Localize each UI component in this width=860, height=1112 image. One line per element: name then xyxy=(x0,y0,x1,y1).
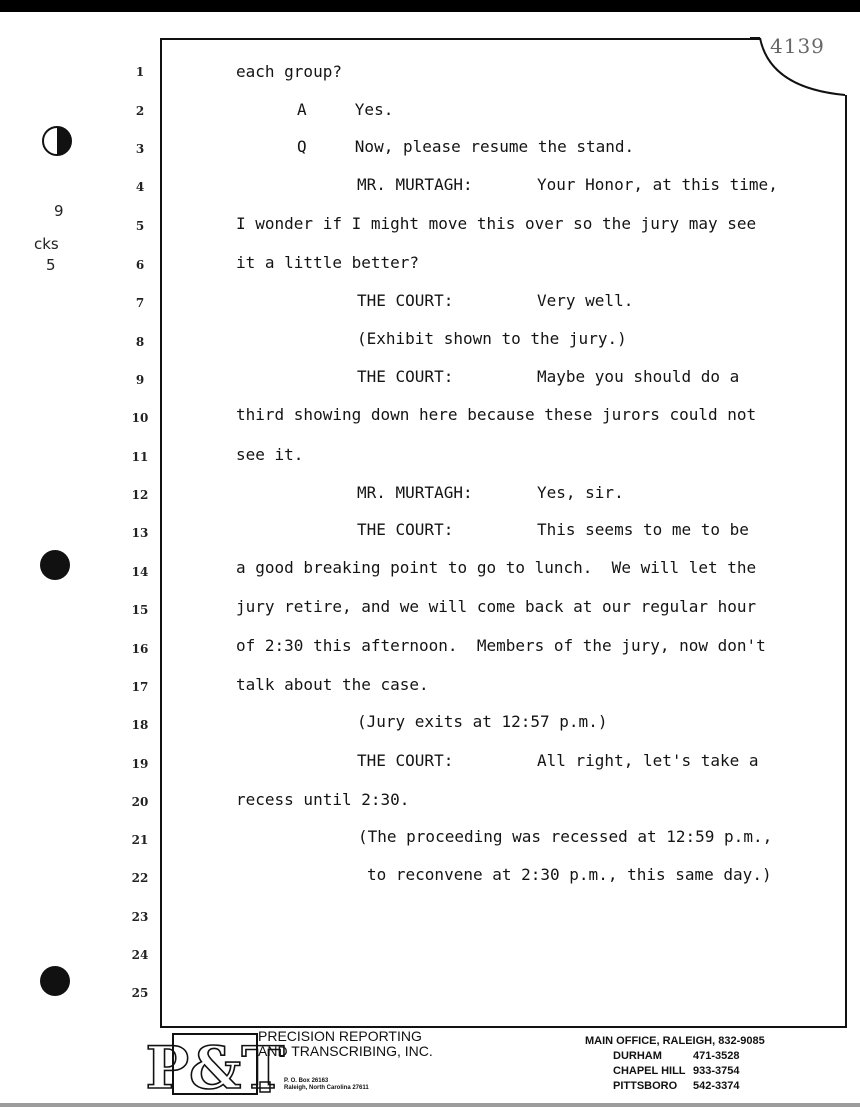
top-scan-border xyxy=(0,0,860,12)
transcript-line: (Exhibit shown to the jury.) xyxy=(357,329,627,348)
office-phone: 471-3528 xyxy=(693,1050,740,1062)
transcript-line: I wonder if I might move this over so the jury may see xyxy=(236,214,757,233)
line-number: 5 xyxy=(135,219,145,233)
line-number: 6 xyxy=(135,258,145,272)
transcript-line: (The proceeding was recessed at 12:59 p.m., xyxy=(358,827,773,846)
line-number: 24 xyxy=(131,948,149,962)
office-row xyxy=(585,1079,765,1094)
speaker-label: THE COURT: xyxy=(357,751,454,770)
transcript-line: see it. xyxy=(236,445,304,464)
line-number: 23 xyxy=(131,910,149,924)
bottom-scan-border xyxy=(0,1103,860,1107)
speaker-label: MR. MURTAGH: xyxy=(357,483,473,502)
line-number: 20 xyxy=(131,795,149,809)
transcript-line xyxy=(357,751,759,770)
page-number: 4139 xyxy=(770,34,825,58)
line-number: 10 xyxy=(131,411,149,425)
line-number: 3 xyxy=(135,142,145,156)
speech-text: Very well. xyxy=(537,291,634,310)
company-name-line: PRECISION REPORTING xyxy=(258,1028,422,1044)
office-list xyxy=(585,1034,765,1094)
side-note: cks xyxy=(34,235,59,253)
line-number: 15 xyxy=(131,603,149,617)
office-city: PITTSBORO xyxy=(613,1080,678,1092)
line-number: 2 xyxy=(135,104,145,118)
office-city: DURHAM xyxy=(613,1050,662,1062)
line-number: 13 xyxy=(131,526,149,540)
company-address xyxy=(284,1078,369,1092)
office-row xyxy=(585,1049,765,1064)
office-phone: 933-3754 xyxy=(693,1065,740,1077)
speech-text: Maybe you should do a xyxy=(537,367,740,386)
punch-hole xyxy=(40,966,70,996)
line-number: 8 xyxy=(135,335,145,349)
line-number: 7 xyxy=(135,296,145,310)
transcript-line: third showing down here because these jurors could not xyxy=(236,405,757,424)
speech-text: This seems to me to be xyxy=(537,520,749,539)
transcript-line: Q Now, please resume the stand. xyxy=(297,137,635,156)
line-number: 12 xyxy=(131,488,149,502)
speech-text: Your Honor, at this time, xyxy=(537,175,778,194)
speech-text: All right, let's take a xyxy=(537,751,759,770)
transcript-frame-top xyxy=(160,38,760,40)
transcript-line: a good breaking point to go to lunch. We will let the xyxy=(236,558,757,577)
transcript-frame-left xyxy=(160,38,162,1028)
office-row xyxy=(585,1064,765,1079)
main-office: MAIN OFFICE, RALEIGH, 832-9085 xyxy=(585,1035,765,1047)
line-number: 4 xyxy=(135,180,145,194)
company-name-line: AND TRANSCRIBING, INC. xyxy=(258,1043,433,1059)
transcript-line: talk about the case. xyxy=(236,675,429,694)
address-line: P. O. Box 26163 xyxy=(284,1078,329,1084)
transcript-line xyxy=(357,520,749,539)
transcript-line: it a little better? xyxy=(236,253,420,272)
speaker-label: MR. MURTAGH: xyxy=(357,175,473,194)
transcript-line xyxy=(357,367,739,386)
side-note: 5 xyxy=(46,256,56,274)
line-number: 19 xyxy=(131,757,149,771)
transcript-line xyxy=(357,291,633,310)
transcript-line: recess until 2:30. xyxy=(236,790,410,809)
transcript-line: each group? xyxy=(236,62,342,81)
punch-hole xyxy=(40,550,70,580)
side-note: 9 xyxy=(54,202,64,220)
line-number: 1 xyxy=(135,65,145,79)
line-number: 9 xyxy=(135,373,145,387)
line-number: 11 xyxy=(131,450,149,464)
address-line: Raleigh, North Carolina 27611 xyxy=(284,1085,369,1091)
transcript-frame-right xyxy=(845,95,847,1028)
logo-lettering: P&T xyxy=(145,1034,285,1102)
transcript-line: jury retire, and we will come back at our regular hour xyxy=(236,597,757,616)
line-number: 25 xyxy=(131,986,149,1000)
line-number: 22 xyxy=(131,871,149,885)
transcript-line xyxy=(357,483,624,502)
speaker-label: THE COURT: xyxy=(357,367,454,386)
line-number: 17 xyxy=(131,680,149,694)
office-phone: 542-3374 xyxy=(693,1080,740,1092)
speaker-label: THE COURT: xyxy=(357,520,454,539)
transcript-line: of 2:30 this afternoon. Members of the jury, now don't xyxy=(236,636,766,655)
speaker-label: THE COURT: xyxy=(357,291,454,310)
speech-text: Yes, sir. xyxy=(537,483,624,502)
line-number: 18 xyxy=(131,718,149,732)
line-number: 14 xyxy=(131,565,149,579)
company-name xyxy=(258,1029,433,1059)
transcript-line: (Jury exits at 12:57 p.m.) xyxy=(357,712,608,731)
office-city: CHAPEL HILL xyxy=(613,1065,686,1077)
transcript-line: A Yes. xyxy=(297,100,394,119)
punch-hole xyxy=(42,126,72,156)
transcript-line xyxy=(357,175,778,194)
transcript-line: to reconvene at 2:30 p.m., this same day.) xyxy=(367,865,772,884)
company-logo xyxy=(145,1030,285,1102)
line-number: 21 xyxy=(131,833,149,847)
line-number: 16 xyxy=(131,642,149,656)
